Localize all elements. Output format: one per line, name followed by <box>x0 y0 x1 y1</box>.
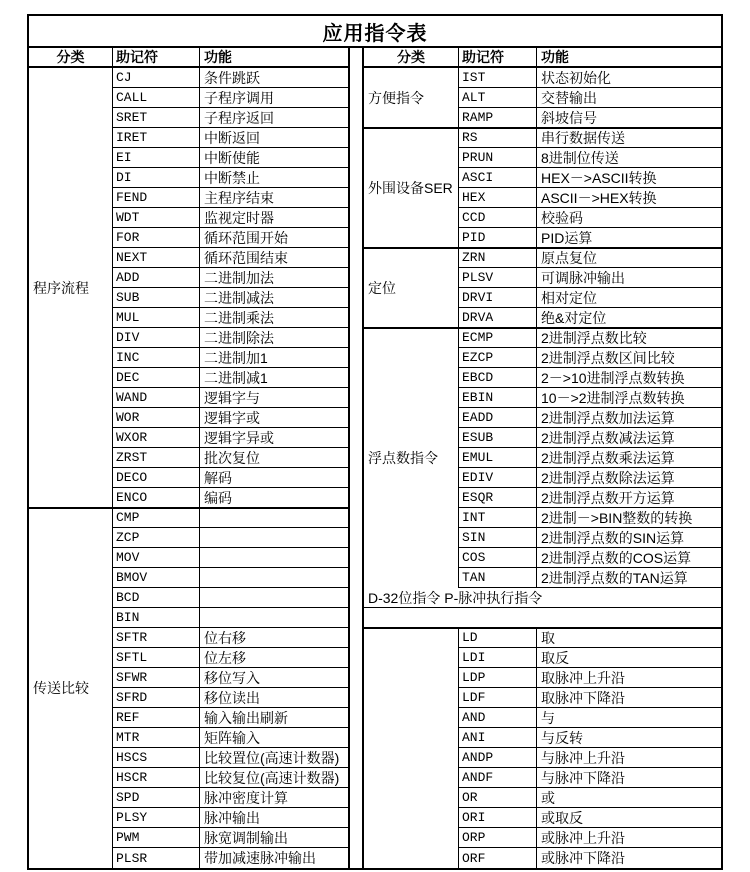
group-rows <box>113 508 348 868</box>
table-row <box>459 668 721 688</box>
mnemonic-cell: PID <box>459 228 537 247</box>
function-cell: 2进制浮点数比较 <box>541 329 647 346</box>
mnemonic-cell: WAND <box>113 388 200 407</box>
function-cell: 批次复位 <box>204 449 260 466</box>
mnemonic-cell: INT <box>459 508 537 527</box>
function-cell: 2－>10进制浮点数转换 <box>541 369 685 386</box>
table-row <box>113 288 348 308</box>
instruction-table <box>27 14 723 870</box>
function-cell: 取脉冲下降沿 <box>541 689 625 706</box>
mnemonic-cell: ANDF <box>459 768 537 787</box>
function-cell: 与反转 <box>541 729 583 746</box>
table-row <box>113 688 348 708</box>
mnemonic-cell: CMP <box>113 508 200 527</box>
group-rows <box>459 628 721 868</box>
table-row <box>459 848 721 868</box>
mnemonic-cell: TAN <box>459 568 537 587</box>
table-row <box>113 188 348 208</box>
function-cell: 逻辑字异或 <box>204 429 274 446</box>
header-function: 功能 <box>204 49 232 65</box>
function-cell <box>200 608 348 627</box>
function-cell: 比较置位(高速计数器) <box>204 749 340 766</box>
mnemonic-cell: FEND <box>113 188 200 207</box>
function-cell: ASCII－>HEX转换 <box>541 189 657 206</box>
mnemonic-cell: SFWR <box>113 668 200 687</box>
table-row <box>459 828 721 848</box>
function-cell: 状态初始化 <box>541 69 611 86</box>
function-cell: 脉冲输出 <box>204 809 260 826</box>
function-cell: 交替输出 <box>541 89 597 106</box>
table-row <box>459 108 721 128</box>
table-row <box>459 628 721 648</box>
mnemonic-cell: EBCD <box>459 368 537 387</box>
mnemonic-cell: BMOV <box>113 568 200 587</box>
table-row <box>459 168 721 188</box>
function-cell: 2进制浮点数的COS运算 <box>541 549 692 566</box>
function-cell: 条件跳跃 <box>204 69 260 86</box>
mnemonic-cell: SRET <box>113 108 200 127</box>
function-cell: 2进制浮点数的TAN运算 <box>541 569 688 586</box>
right-table <box>364 48 721 868</box>
table-row <box>113 348 348 368</box>
mnemonic-cell: ZRST <box>113 448 200 467</box>
function-cell: 2进制浮点数乘法运算 <box>541 449 675 466</box>
table-row <box>459 288 721 308</box>
function-cell: 中断禁止 <box>204 169 260 186</box>
function-cell <box>200 528 348 547</box>
function-cell: 2进制浮点数除法运算 <box>541 469 675 486</box>
table-body <box>29 48 721 868</box>
table-row <box>113 308 348 328</box>
function-cell: 脉冲密度计算 <box>204 789 288 806</box>
mnemonic-cell: BIN <box>113 608 200 627</box>
group-rows <box>459 328 721 588</box>
mnemonic-cell: PRUN <box>459 148 537 167</box>
mnemonic-cell: COS <box>459 548 537 567</box>
empty-row <box>364 608 721 628</box>
table-row <box>113 708 348 728</box>
category-cell: 方便指令 <box>364 68 459 128</box>
mnemonic-cell: FOR <box>113 228 200 247</box>
mnemonic-cell: ORF <box>459 848 537 868</box>
function-cell: 2进制浮点数区间比较 <box>541 349 675 366</box>
table-row <box>113 228 348 248</box>
mnemonic-cell: EBIN <box>459 388 537 407</box>
function-cell: 二进制除法 <box>204 329 274 346</box>
table-row <box>113 168 348 188</box>
category-group <box>29 68 348 508</box>
function-cell: 2进制浮点数减法运算 <box>541 429 675 446</box>
table-row <box>113 408 348 428</box>
function-cell: 二进制加法 <box>204 269 274 286</box>
mnemonic-cell: HSCR <box>113 768 200 787</box>
mnemonic-cell: ZRN <box>459 248 537 267</box>
table-row <box>113 248 348 268</box>
function-cell: 比较复位(高速计数器) <box>204 769 340 786</box>
function-cell: 8进制位传送 <box>541 149 619 166</box>
function-cell: 可调脉冲输出 <box>541 269 625 286</box>
table-row <box>459 208 721 228</box>
function-cell: 与 <box>541 709 555 726</box>
table-title: 应用指令表 <box>29 16 721 48</box>
function-cell: 2进制浮点数开方运算 <box>541 489 675 506</box>
function-cell: 监视定时器 <box>204 209 274 226</box>
function-cell <box>200 548 348 567</box>
table-row <box>459 688 721 708</box>
function-cell: 主程序结束 <box>204 189 274 206</box>
function-cell: 或取反 <box>541 809 583 826</box>
category-cell: 定位 <box>364 248 459 328</box>
mnemonic-cell: SUB <box>113 288 200 307</box>
mnemonic-cell: HSCS <box>113 748 200 767</box>
function-cell: 或脉冲上升沿 <box>541 829 625 846</box>
mnemonic-cell: IST <box>459 68 537 87</box>
function-cell: HEX－>ASCII转换 <box>541 169 657 186</box>
function-cell: 斜坡信号 <box>541 109 597 126</box>
function-cell: 中断使能 <box>204 149 260 166</box>
note-row: D-32位指令 P-脉冲执行指令 <box>364 588 721 608</box>
table-row <box>459 188 721 208</box>
mnemonic-cell: ENCO <box>113 488 200 507</box>
table-row <box>459 808 721 828</box>
function-cell: 移位写入 <box>204 669 260 686</box>
mnemonic-cell: ZCP <box>113 528 200 547</box>
table-row <box>459 468 721 488</box>
category-cell <box>364 628 459 868</box>
header-mnemonic: 助记符 <box>113 48 200 66</box>
function-cell: 取脉冲上升沿 <box>541 669 625 686</box>
table-row <box>459 248 721 268</box>
group-rows <box>459 128 721 248</box>
mnemonic-cell: DECO <box>113 468 200 487</box>
table-row <box>459 228 721 248</box>
mnemonic-cell: PWM <box>113 828 200 847</box>
mnemonic-cell: RAMP <box>459 108 537 127</box>
function-cell: 2进制浮点数的SIN运算 <box>541 529 685 546</box>
mnemonic-cell: SPD <box>113 788 200 807</box>
table-row <box>113 848 348 868</box>
mnemonic-cell: LDF <box>459 688 537 707</box>
function-cell: 子程序调用 <box>204 89 274 106</box>
mnemonic-cell: SFTR <box>113 628 200 647</box>
function-cell: 脉宽调制输出 <box>204 829 288 846</box>
function-cell: 循环范围开始 <box>204 229 288 246</box>
mnemonic-cell: EDIV <box>459 468 537 487</box>
mnemonic-cell: BCD <box>113 588 200 607</box>
mnemonic-cell: SFTL <box>113 648 200 667</box>
function-cell: 中断返回 <box>204 129 260 146</box>
table-row <box>113 568 348 588</box>
category-group <box>364 628 721 868</box>
function-cell: 或 <box>541 789 555 806</box>
table-row <box>459 68 721 88</box>
mnemonic-cell: ECMP <box>459 328 537 347</box>
category-cell: 程序流程 <box>29 68 113 508</box>
table-row <box>459 148 721 168</box>
table-row <box>113 368 348 388</box>
function-cell: 2进制－>BIN整数的转换 <box>541 509 693 526</box>
right-groups <box>364 68 721 868</box>
table-row <box>459 788 721 808</box>
mnemonic-cell: LDP <box>459 668 537 687</box>
function-cell: 绝&对定位 <box>541 309 607 326</box>
table-row <box>113 748 348 768</box>
table-row <box>113 828 348 848</box>
mnemonic-cell: PLSV <box>459 268 537 287</box>
mnemonic-cell: PLSY <box>113 808 200 827</box>
mnemonic-cell: DI <box>113 168 200 187</box>
table-row <box>459 708 721 728</box>
function-cell: 二进制减1 <box>204 369 268 386</box>
mnemonic-cell: ANI <box>459 728 537 747</box>
mnemonic-cell: NEXT <box>113 248 200 267</box>
table-row <box>113 528 348 548</box>
table-row <box>459 548 721 568</box>
function-cell: 解码 <box>204 469 232 486</box>
table-row <box>113 388 348 408</box>
function-cell: 位左移 <box>204 649 246 666</box>
category-group <box>364 68 721 128</box>
mnemonic-cell: EI <box>113 148 200 167</box>
mnemonic-cell: IRET <box>113 128 200 147</box>
table-row <box>459 748 721 768</box>
function-cell: 位右移 <box>204 629 246 646</box>
mnemonic-cell: CCD <box>459 208 537 227</box>
table-row <box>113 148 348 168</box>
function-cell: 矩阵输入 <box>204 729 260 746</box>
table-row <box>459 568 721 588</box>
table-row <box>459 648 721 668</box>
table-row <box>459 368 721 388</box>
mnemonic-cell: EZCP <box>459 348 537 367</box>
group-rows <box>459 68 721 128</box>
mnemonic-cell: PLSR <box>113 848 200 868</box>
group-rows <box>113 68 348 508</box>
category-group <box>29 508 348 868</box>
table-row <box>113 108 348 128</box>
table-row <box>113 588 348 608</box>
function-cell: 输入输出刷新 <box>204 709 288 726</box>
function-cell: 带加减速脉冲输出 <box>204 850 316 866</box>
center-gap-divider <box>348 48 364 868</box>
mnemonic-cell: ASCI <box>459 168 537 187</box>
header-function: 功能 <box>541 49 569 65</box>
table-row <box>113 608 348 628</box>
function-cell: 二进制乘法 <box>204 309 274 326</box>
table-row <box>113 808 348 828</box>
mnemonic-cell: SIN <box>459 528 537 547</box>
mnemonic-cell: RS <box>459 128 537 147</box>
mnemonic-cell: ESQR <box>459 488 537 507</box>
function-cell: 与脉冲上升沿 <box>541 749 625 766</box>
table-row <box>113 508 348 528</box>
mnemonic-cell: CJ <box>113 68 200 87</box>
table-row <box>459 728 721 748</box>
table-row <box>113 268 348 288</box>
mnemonic-cell: ORP <box>459 828 537 847</box>
category-cell: 传送比较 <box>29 508 113 868</box>
table-row <box>113 728 348 748</box>
mnemonic-cell: DEC <box>113 368 200 387</box>
function-cell: 移位读出 <box>204 689 260 706</box>
function-cell: PID运算 <box>541 229 593 246</box>
header-category: 分类 <box>29 48 113 66</box>
function-cell: 相对定位 <box>541 289 597 306</box>
mnemonic-cell: DRVI <box>459 288 537 307</box>
group-rows <box>459 248 721 328</box>
function-cell <box>200 568 348 587</box>
table-row <box>113 448 348 468</box>
mnemonic-cell: REF <box>113 708 200 727</box>
mnemonic-cell: EMUL <box>459 448 537 467</box>
table-row <box>113 768 348 788</box>
table-row <box>113 648 348 668</box>
table-row <box>113 128 348 148</box>
table-row <box>459 408 721 428</box>
table-row <box>113 208 348 228</box>
table-row <box>459 88 721 108</box>
table-row <box>459 348 721 368</box>
left-groups <box>29 68 348 868</box>
table-row <box>113 428 348 448</box>
mnemonic-cell: ALT <box>459 88 537 107</box>
table-row <box>459 528 721 548</box>
table-row <box>113 668 348 688</box>
function-cell: 逻辑字与 <box>204 389 260 406</box>
mnemonic-cell: MUL <box>113 308 200 327</box>
mnemonic-cell: MTR <box>113 728 200 747</box>
category-group <box>364 328 721 588</box>
mnemonic-cell: EADD <box>459 408 537 427</box>
table-row <box>113 488 348 508</box>
function-cell: 或脉冲下降沿 <box>541 850 625 866</box>
mnemonic-cell: INC <box>113 348 200 367</box>
table-row <box>113 68 348 88</box>
function-cell: 逻辑字或 <box>204 409 260 426</box>
table-row <box>459 328 721 348</box>
function-cell: 取 <box>541 629 555 646</box>
category-group <box>364 248 721 328</box>
mnemonic-cell: AND <box>459 708 537 727</box>
function-cell: 二进制减法 <box>204 289 274 306</box>
function-cell: 与脉冲下降沿 <box>541 769 625 786</box>
header-mnemonic: 助记符 <box>459 48 537 66</box>
function-cell: 二进制加1 <box>204 349 268 366</box>
function-cell: 取反 <box>541 649 569 666</box>
right-header-row <box>364 48 721 68</box>
table-row <box>459 428 721 448</box>
table-row <box>113 88 348 108</box>
table-row <box>113 788 348 808</box>
mnemonic-cell: SFRD <box>113 688 200 707</box>
mnemonic-cell: DIV <box>113 328 200 347</box>
mnemonic-cell: ORI <box>459 808 537 827</box>
mnemonic-cell: ESUB <box>459 428 537 447</box>
mnemonic-cell: MOV <box>113 548 200 567</box>
mnemonic-cell: DRVA <box>459 308 537 327</box>
left-table <box>29 48 348 868</box>
table-row <box>113 548 348 568</box>
table-row <box>459 768 721 788</box>
function-cell: 子程序返回 <box>204 109 274 126</box>
function-cell: 2进制浮点数加法运算 <box>541 409 675 426</box>
function-cell: 10－>2进制浮点数转换 <box>541 389 685 406</box>
mnemonic-cell: ADD <box>113 268 200 287</box>
table-row <box>113 468 348 488</box>
function-cell: 串行数据传送 <box>541 129 625 146</box>
mnemonic-cell: LDI <box>459 648 537 667</box>
function-cell: 校验码 <box>541 209 583 226</box>
category-cell: 外围设备SER <box>364 128 459 248</box>
mnemonic-cell: ANDP <box>459 748 537 767</box>
header-category: 分类 <box>364 48 459 66</box>
function-cell: 循环范围结束 <box>204 249 288 266</box>
mnemonic-cell: WOR <box>113 408 200 427</box>
mnemonic-cell: CALL <box>113 88 200 107</box>
table-row <box>113 628 348 648</box>
table-row <box>113 328 348 348</box>
table-row <box>459 128 721 148</box>
mnemonic-cell: HEX <box>459 188 537 207</box>
mnemonic-cell: WXOR <box>113 428 200 447</box>
function-cell: 编码 <box>204 489 232 506</box>
table-row <box>459 308 721 328</box>
table-row <box>459 268 721 288</box>
mnemonic-cell: OR <box>459 788 537 807</box>
left-header-row <box>29 48 348 68</box>
function-cell: 原点复位 <box>541 249 597 266</box>
category-group <box>364 128 721 248</box>
mnemonic-cell: LD <box>459 628 537 647</box>
table-row <box>459 488 721 508</box>
category-cell: 浮点数指令 <box>364 328 459 588</box>
table-row <box>459 508 721 528</box>
function-cell <box>200 588 348 607</box>
table-row <box>459 448 721 468</box>
mnemonic-cell: WDT <box>113 208 200 227</box>
table-row <box>459 388 721 408</box>
function-cell <box>200 508 348 527</box>
